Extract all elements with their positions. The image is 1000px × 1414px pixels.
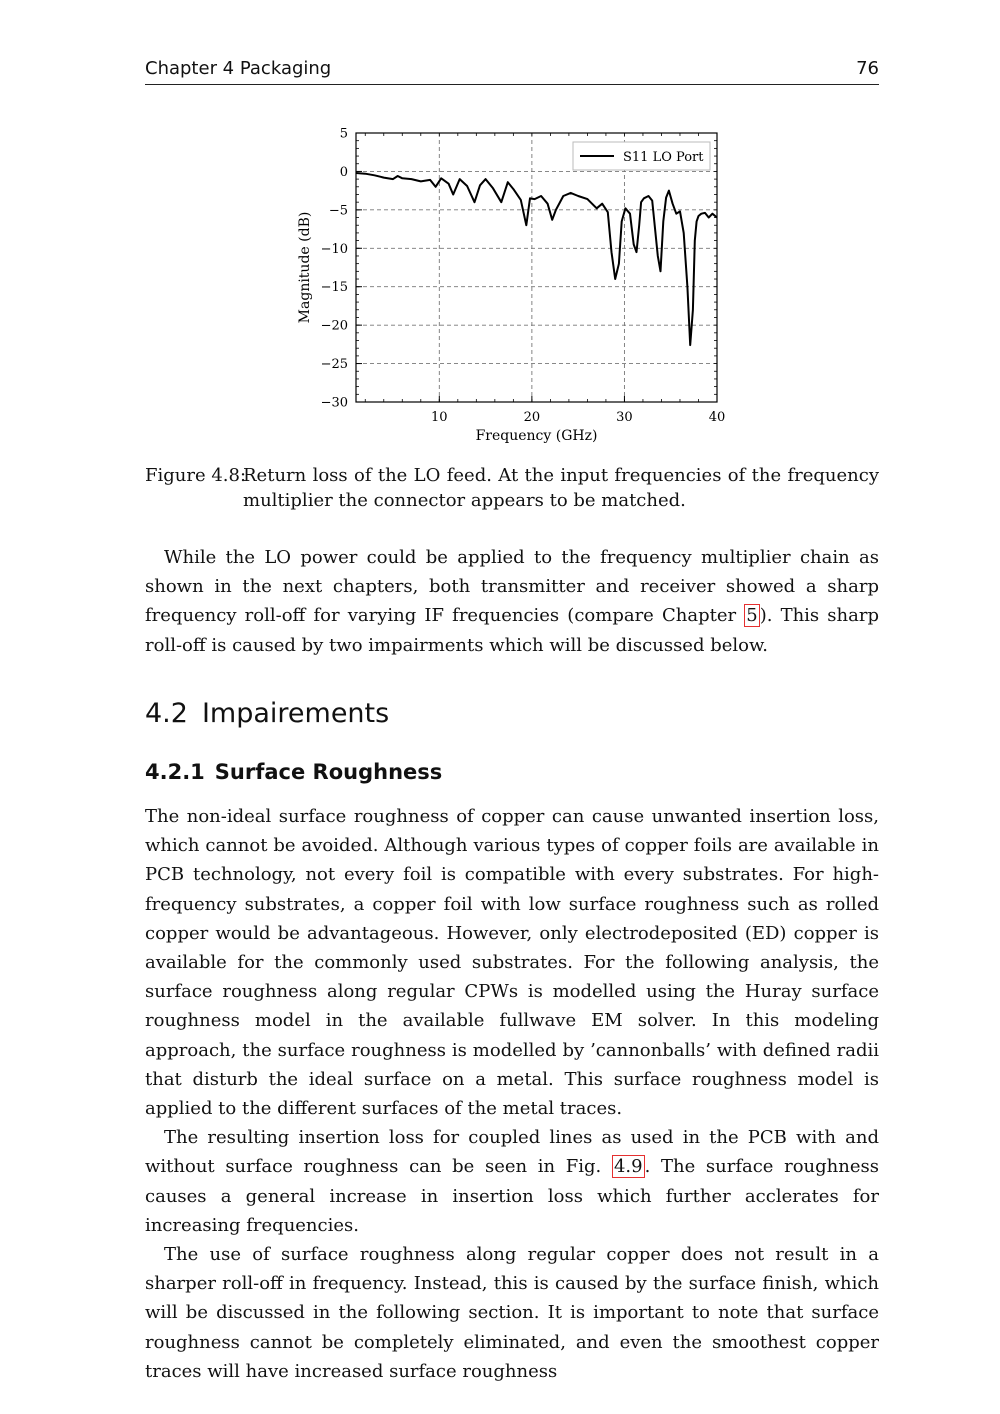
paragraph (145, 543, 879, 660)
running-head: Chapter 4 Packaging (145, 58, 332, 79)
paragraph (145, 1123, 879, 1240)
subsection-title: Surface Roughness (214, 760, 443, 784)
x-tick-label: 20 (523, 410, 541, 425)
figure-link[interactable]: 4.9 (613, 1156, 643, 1178)
paragraph-text: While the LO power could be applied to the frequency multiplier chain as shown in the next chapters, both transmitter and receiver showed a sharp frequency roll-off for varying IF frequencies (compare Chapter (145, 547, 879, 627)
y-tick-label: 5 (339, 126, 348, 142)
figure-return-loss (290, 118, 740, 453)
x-tick-label: 30 (616, 410, 633, 425)
y-tick-label: −5 (328, 203, 348, 219)
intro-paragraph-block (145, 543, 879, 660)
paragraph-text: ). This sharp roll-off is caused by two impairments which will be discussed below. (145, 605, 879, 656)
figure-caption (145, 463, 879, 513)
x-tick-label: 10 (431, 410, 448, 425)
y-tick-label: −10 (320, 241, 348, 257)
y-tick-label: −15 (320, 280, 348, 296)
y-axis-label: Magnitude (dB) (297, 211, 313, 324)
x-tick-label: 40 (708, 410, 726, 425)
return-loss-chart (290, 118, 740, 453)
chapter-link[interactable]: 5 (746, 605, 758, 627)
page-number: 76 (856, 58, 879, 79)
section-heading (145, 698, 389, 729)
section-title: Impairements (201, 698, 390, 729)
legend-label: S11 LO Port (623, 150, 704, 165)
page-header (145, 56, 879, 85)
x-axis-label: Frequency (GHz) (475, 428, 598, 444)
caption-text: Return loss of the LO feed. At the input frequencies of the frequency multiplier the connector appears to be matched. (243, 465, 879, 511)
y-tick-label: −25 (320, 357, 348, 373)
paragraph: The non-ideal surface roughness of copper can cause unwanted insertion loss, which cannot be avoided. Although various types of copper foils are available in PCB technology, not every foil is compatible with every substrates. For high-frequency substrates, a copper foil with low surface roughness such as rolled copper would be advantageous. However, only electrodeposited (ED) copper is available for the commonly used substrates. For the following analysis, the surface roughness along regular CPWs is modelled using the Huray surface roughness model in the available fullwave EM solver. In this modeling approach, the surface roughness is modelled by ’cannonballs’ with defined radii that disturb the ideal surface on a metal. This surface roughness model is applied to the different surfaces of the metal traces. (145, 806, 879, 1120)
caption-label: Figure 4.8: (145, 465, 247, 486)
subsection-number: 4.2.1 (145, 760, 205, 784)
paragraph: The use of surface roughness along regular copper does not result in a sharper roll-off in frequency. Instead, this is caused by the surface finish, which will be discussed in the following section. It is important to note that surface roughness cannot be completely eliminated, and even the smoothest copper traces will have increased surface roughness (145, 1244, 879, 1382)
plot-frame (356, 133, 717, 402)
series-line-s11 (356, 173, 717, 345)
y-tick-label: −20 (320, 318, 348, 334)
y-tick-label: 0 (339, 164, 348, 180)
section-body (145, 802, 879, 1386)
y-tick-label: −30 (320, 395, 348, 411)
section-number: 4.2 (145, 698, 188, 729)
paragraph-text: . The surface roughness causes a general increase in insertion loss which further acclerates for increasing frequencies. (145, 1156, 879, 1236)
subsection-heading (145, 760, 442, 784)
paragraph-text: The resulting insertion loss for coupled lines as used in the PCB with and without surface roughness can be seen in Fig. (145, 1127, 879, 1178)
